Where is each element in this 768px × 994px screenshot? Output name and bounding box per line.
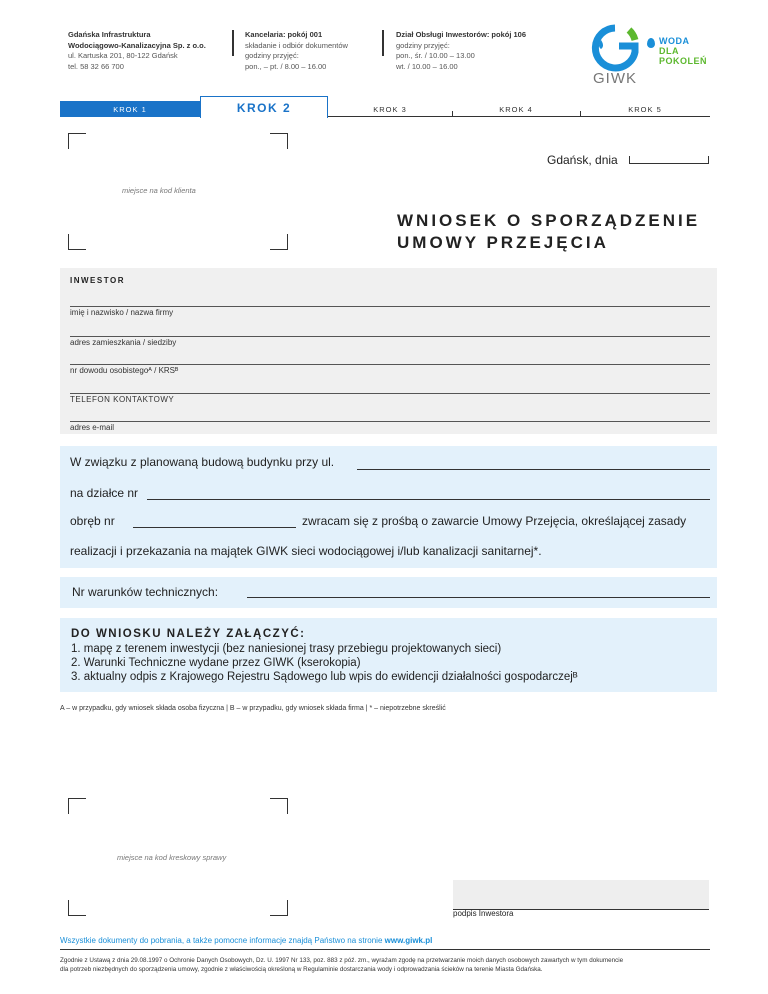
investors-office-info xyxy=(396,30,526,72)
email-field[interactable] xyxy=(70,421,710,432)
office-info xyxy=(245,30,348,72)
title-line-2: UMOWY PRZEJĘCIA xyxy=(397,233,609,252)
name-field-label: imię i nazwisko / nazwa firmy xyxy=(70,308,174,317)
step-1: KROK 1 xyxy=(60,101,200,117)
phone-field-label: TELEFON KONTAKTOWY xyxy=(70,395,175,404)
company-info xyxy=(68,30,206,72)
tech-conditions-label: Nr warunków technicznych: xyxy=(72,585,219,599)
logo-name: GIWK xyxy=(593,70,637,87)
plot-number-field[interactable] xyxy=(147,499,710,500)
corner-mark xyxy=(270,234,288,250)
investors-office-line-2: pon., śr. / 10.00 – 13.00 xyxy=(396,51,475,60)
logo-tag-2: DLA xyxy=(659,46,679,56)
corner-mark xyxy=(68,234,86,250)
attachment-item: 1. mapę z terenem inwestycji (bez naniesionej trasy przebiegu projektowanych sieci) xyxy=(71,643,502,655)
place-date-label: Gdańsk, dnia xyxy=(547,153,618,167)
corner-mark xyxy=(68,133,86,149)
investor-heading: INWESTOR xyxy=(70,276,125,285)
investors-office-title: Dział Obsługi Inwestorów: pokój 106 xyxy=(396,30,527,39)
document-title xyxy=(397,210,700,254)
signature-label: podpis Inwestora xyxy=(453,909,514,918)
logo-tagline xyxy=(659,36,707,66)
company-address: ul. Kartuska 201, 80-122 Gdańsk xyxy=(68,51,178,60)
request-section xyxy=(60,446,717,568)
corner-mark xyxy=(68,900,86,916)
footnotes: A – w przypadku, gdy wniosek składa osoba fizyczna | B – w przypadku, gdy wniosek składa firma | * – niepotrzebne skreślić xyxy=(60,705,446,712)
investors-office-line-3: wt. / 10.00 – 16.00 xyxy=(396,61,458,71)
company-name-2: Wodociągowo-Kanalizacyjna Sp. z o.o. xyxy=(68,40,206,50)
request-line-2: na działce nr xyxy=(70,486,139,500)
footer-info-text: Wszystkie dokumenty do pobrania, a także pomocne informacje znajdą Państwo na stronie xyxy=(60,936,385,945)
logo-tag-3: POKOLEŃ xyxy=(659,56,708,66)
footer-legal-line-1: Zgodnie z Ustawą z dnia 29.08.1997 o Ochronie Danych Osobowych, Dz. U. 1997 Nr 133, poz. 883 z póź. zm., wyrażam zgodę na przetwarzanie moich danych osobowych zawartych w tym dokumencie xyxy=(60,957,624,964)
name-field[interactable] xyxy=(70,306,710,317)
giwk-logo-icon xyxy=(585,24,645,72)
id-field-label: nr dowodu osobistegoᴬ / KRSᴮ xyxy=(70,366,179,375)
corner-mark xyxy=(270,798,288,814)
step-2-active: KROK 2 xyxy=(200,96,328,118)
tech-conditions-field[interactable] xyxy=(247,597,710,598)
step-5: KROK 5 xyxy=(628,104,662,114)
tech-conditions-section xyxy=(60,577,717,608)
request-line-1: W związku z planowaną budową budynku przy ul. xyxy=(70,455,335,469)
logo-tag-1: WODA xyxy=(659,36,690,46)
request-line-3a: obręb nr xyxy=(70,514,115,528)
corner-mark xyxy=(270,900,288,916)
request-line-4: realizacji i przekazania na majątek GIWK sieci wodociągowej i/lub kanalizacji sanitarnej*. xyxy=(70,544,542,558)
giwk-logo xyxy=(585,24,715,86)
email-field-label: adres e-mail xyxy=(70,423,115,432)
street-field[interactable] xyxy=(357,469,710,470)
header-divider xyxy=(232,30,234,56)
date-field[interactable] xyxy=(629,156,709,164)
footer-legal-line-2: dla potrzeb niezbędnych do sporządzenia umowy, zgodnie z właściwością określoną w Regulaminie dostarczania wody i odprowadzania ścieków na terenie Miasta Gdańska. xyxy=(60,966,543,973)
address-field[interactable] xyxy=(70,336,710,347)
attachments-section xyxy=(60,618,717,692)
company-phone: tel. 58 32 66 700 xyxy=(68,61,124,71)
attachment-item: 3. aktualny odpis z Krajowego Rejestru Sądowego lub wpis do ewidencji działalności gospodarczejᴮ xyxy=(71,671,578,683)
office-line-2: godziny przyjęć: xyxy=(245,51,299,60)
request-line-3b: zwracam się z prośbą o zawarcie Umowy Przejęcia, określającej zasady xyxy=(302,514,687,528)
footer-legal xyxy=(60,956,710,974)
attachments-heading: DO WNIOSKU NALEŻY ZAŁĄCZYĆ: xyxy=(71,628,306,640)
office-line-3: pon., – pt. / 8.00 – 16.00 xyxy=(245,61,327,71)
address-field-label: adres zamieszkania / siedziby xyxy=(70,338,177,347)
footer-info xyxy=(60,936,710,950)
header-divider xyxy=(382,30,384,56)
steps-bar xyxy=(60,101,710,117)
corner-mark xyxy=(68,798,86,814)
footer-website-link[interactable]: www.giwk.pl xyxy=(384,936,433,945)
signature-field[interactable] xyxy=(453,880,709,910)
office-title: Kancelaria: pokój 001 xyxy=(245,30,323,39)
step-4: KROK 4 xyxy=(499,104,533,114)
investors-office-line-1: godziny przyjęć: xyxy=(396,40,450,50)
corner-mark xyxy=(270,133,288,149)
water-drop-icon xyxy=(647,38,655,48)
step-3: KROK 3 xyxy=(373,104,407,114)
office-line-1: składanie i odbiór dokumentów xyxy=(245,40,348,50)
attachment-item: 2. Warunki Techniczne wydane przez GIWK (kserokopia) xyxy=(71,657,361,669)
client-code-label: miejsce na kod klienta xyxy=(122,186,196,195)
precinct-field[interactable] xyxy=(133,527,296,528)
title-line-1: WNIOSEK O SPORZĄDZENIE xyxy=(397,211,701,230)
id-field[interactable] xyxy=(70,364,710,375)
investor-section xyxy=(60,268,717,434)
company-name-1: Gdańska Infrastruktura xyxy=(68,30,151,39)
phone-field[interactable] xyxy=(70,393,710,404)
barcode-label: miejsce na kod kreskowy sprawy xyxy=(117,853,227,862)
